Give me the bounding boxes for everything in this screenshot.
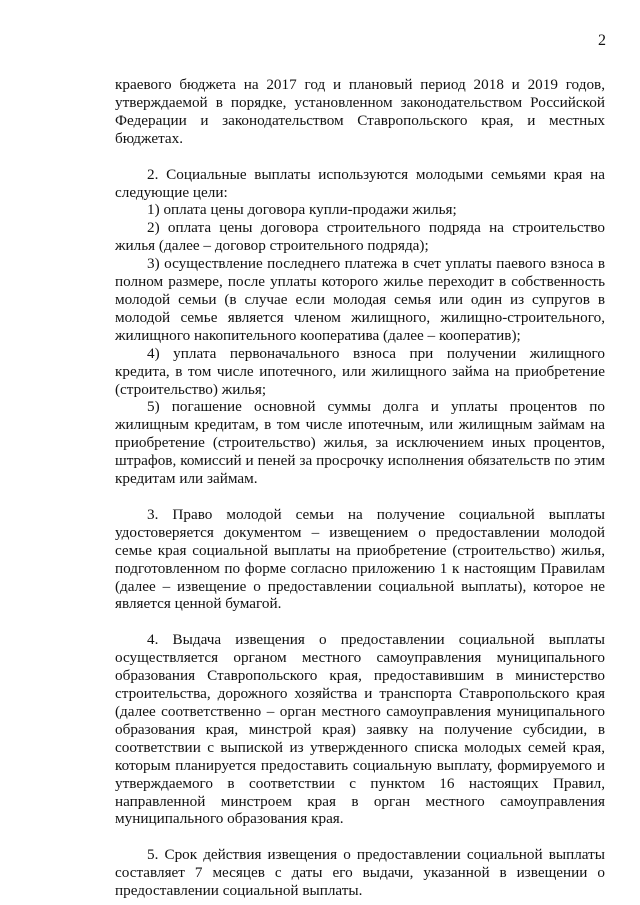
- paragraph-item-4: 4. Выдача извещения о предоставлении социальной выплаты осуществляется органом местного самоуправления муниципального образования Ставропольского края, предоставившим в министерство строительства, дорожного хозяйства и транспорта Ставропольского края (далее соответственно – орган местного самоуправления муниципального образования края, минстрой края) заявку на получение субсидии, в соответствии с выпиской из утвержденного списка молодых семей края, которым планируется предоставить социальную выплату, формируемого и утверждаемого в соответствии с пунктом 16 настоящих Правил, направленной минстроем края в орган местного самоуправления муниципального образования края.: [115, 631, 605, 828]
- paragraph-item-2: 2. Социальные выплаты используются молодыми семьями края на следующие цели:: [115, 165, 605, 201]
- paragraph-item-5: 5. Срок действия извещения о предоставлении социальной выплаты составляет 7 месяцев с даты его выдачи, указанной в извещении о предоставлении социальной выплаты.: [115, 846, 605, 900]
- paragraph-continuation: краевого бюджета на 2017 год и плановый период 2018 и 2019 годов, утверждаемой в порядке, установленном законодательством Российской Федерации и законодательством Ставропольского края, и местных бюджетах.: [115, 76, 605, 147]
- document-body: [115, 76, 605, 900]
- paragraph-gap: [115, 613, 605, 631]
- paragraph-gap: [115, 488, 605, 506]
- paragraph-subitem-5: 5) погашение основной суммы долга и уплаты процентов по жилищным кредитам, в том числе ипотечным, или жилищным займам на приобретение (строительство) жилья, за исключением иных процентов, штрафов, комиссий и пеней за просрочку исполнения обязательств по этим кредитам или займам.: [115, 398, 605, 488]
- paragraph-gap: [115, 148, 605, 166]
- page-number: 2: [598, 32, 606, 49]
- paragraph-subitem-4: 4) уплата первоначального взноса при получении жилищного кредита, в том числе ипотечного, или жилищного займа на приобретение (строительство) жилья;: [115, 344, 605, 398]
- paragraph-subitem-2: 2) оплата цены договора строительного подряда на строительство жилья (далее – договор строительного подряда);: [115, 219, 605, 255]
- paragraph-gap: [115, 828, 605, 846]
- paragraph-subitem-3: 3) осуществление последнего платежа в счет уплаты паевого взноса в полном размере, после уплаты которого жилье переходит в собственность молодой семьи (в случае если молодая семья или один из супругов в молодой семье является членом жилищного, жилищно-строительного, жилищного накопительного кооператива (далее – кооператив);: [115, 255, 605, 344]
- paragraph-subitem-1: 1) оплата цены договора купли-продажи жилья;: [147, 201, 457, 219]
- paragraph-item-3: 3. Право молодой семьи на получение социальной выплаты удостоверяется документом – извещением о предоставлении молодой семье края социальной выплаты на приобретение (строительство) жилья, подготовленном по форме согласно приложению 1 к настоящим Правилам (далее – извещение о предоставлении социальной выплаты), которое не является ценной бумагой.: [115, 505, 605, 613]
